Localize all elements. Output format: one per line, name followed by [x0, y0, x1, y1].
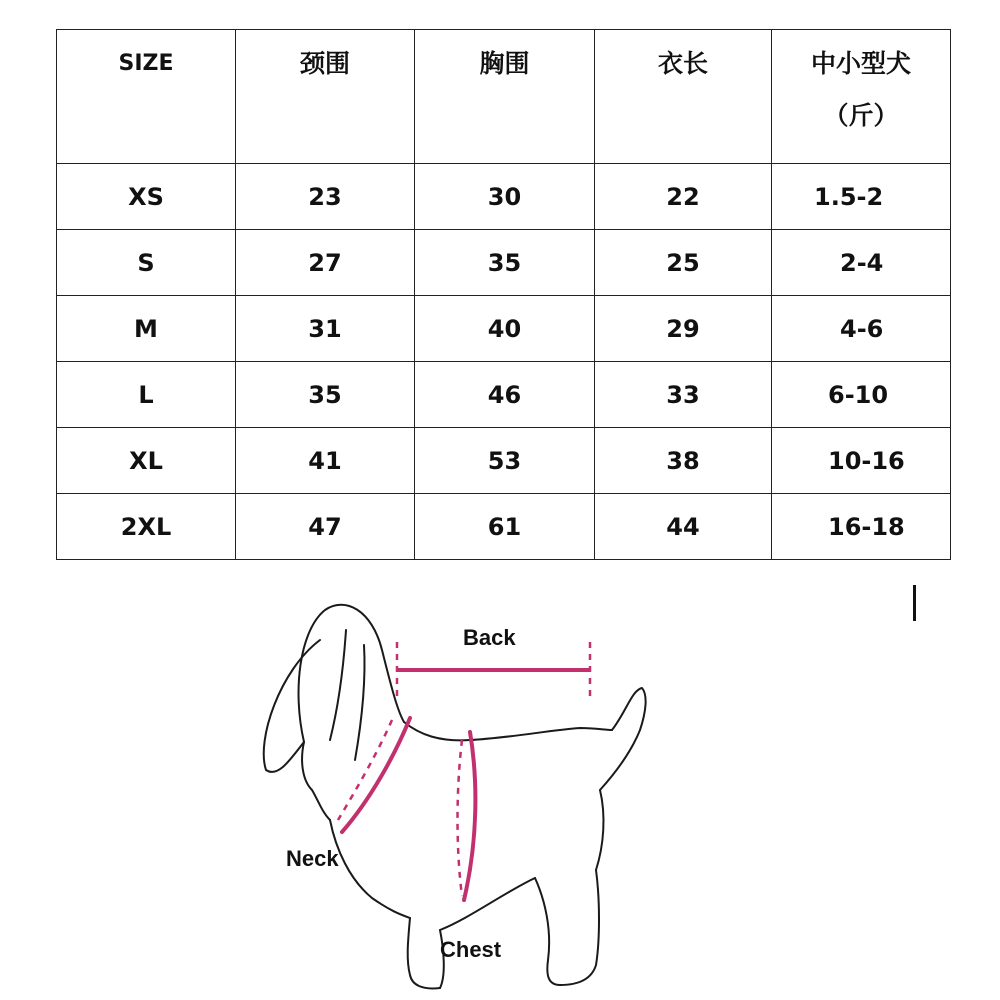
cell-chest: 30 — [415, 164, 595, 230]
cell-weight: 10-16 — [772, 428, 951, 494]
neck-label: Neck — [286, 846, 339, 871]
header-size: SIZE — [57, 30, 236, 164]
cell-chest: 46 — [415, 362, 595, 428]
cell-length: 29 — [595, 296, 772, 362]
cell-weight: 1.5-2 — [772, 164, 951, 230]
cell-chest: 61 — [415, 494, 595, 560]
cell-chest: 35 — [415, 230, 595, 296]
chest-solid-arc — [464, 732, 475, 900]
cell-weight: 16-18 — [772, 494, 951, 560]
header-neck: 颈围 — [236, 30, 415, 164]
chest-label: Chest — [440, 937, 502, 962]
back-label: Back — [463, 625, 516, 650]
cell-chest: 40 — [415, 296, 595, 362]
chest-measurement — [440, 732, 502, 962]
cell-neck: 47 — [236, 494, 415, 560]
cell-size: XL — [57, 428, 236, 494]
cell-neck: 41 — [236, 428, 415, 494]
cell-neck: 23 — [236, 164, 415, 230]
chest-dashed-arc — [458, 740, 463, 896]
cell-size: XS — [57, 164, 236, 230]
header-weight: 中小型犬 （斤） — [772, 30, 951, 164]
cell-size: L — [57, 362, 236, 428]
cell-weight: 2-4 — [772, 230, 951, 296]
dog-outline — [264, 605, 646, 989]
back-measurement — [397, 625, 590, 700]
cell-size: 2XL — [57, 494, 236, 560]
cell-neck: 35 — [236, 362, 415, 428]
cell-size: S — [57, 230, 236, 296]
cell-neck: 31 — [236, 296, 415, 362]
cell-length: 25 — [595, 230, 772, 296]
cell-neck: 27 — [236, 230, 415, 296]
cell-length: 44 — [595, 494, 772, 560]
cell-weight: 6-10 — [772, 362, 951, 428]
neck-solid-arc — [342, 718, 410, 832]
cell-length: 38 — [595, 428, 772, 494]
cell-length: 33 — [595, 362, 772, 428]
header-chest: 胸围 — [415, 30, 595, 164]
cell-chest: 53 — [415, 428, 595, 494]
header-length: 衣长 — [595, 30, 772, 164]
cell-weight: 4-6 — [772, 296, 951, 362]
cell-size: M — [57, 296, 236, 362]
cell-length: 22 — [595, 164, 772, 230]
